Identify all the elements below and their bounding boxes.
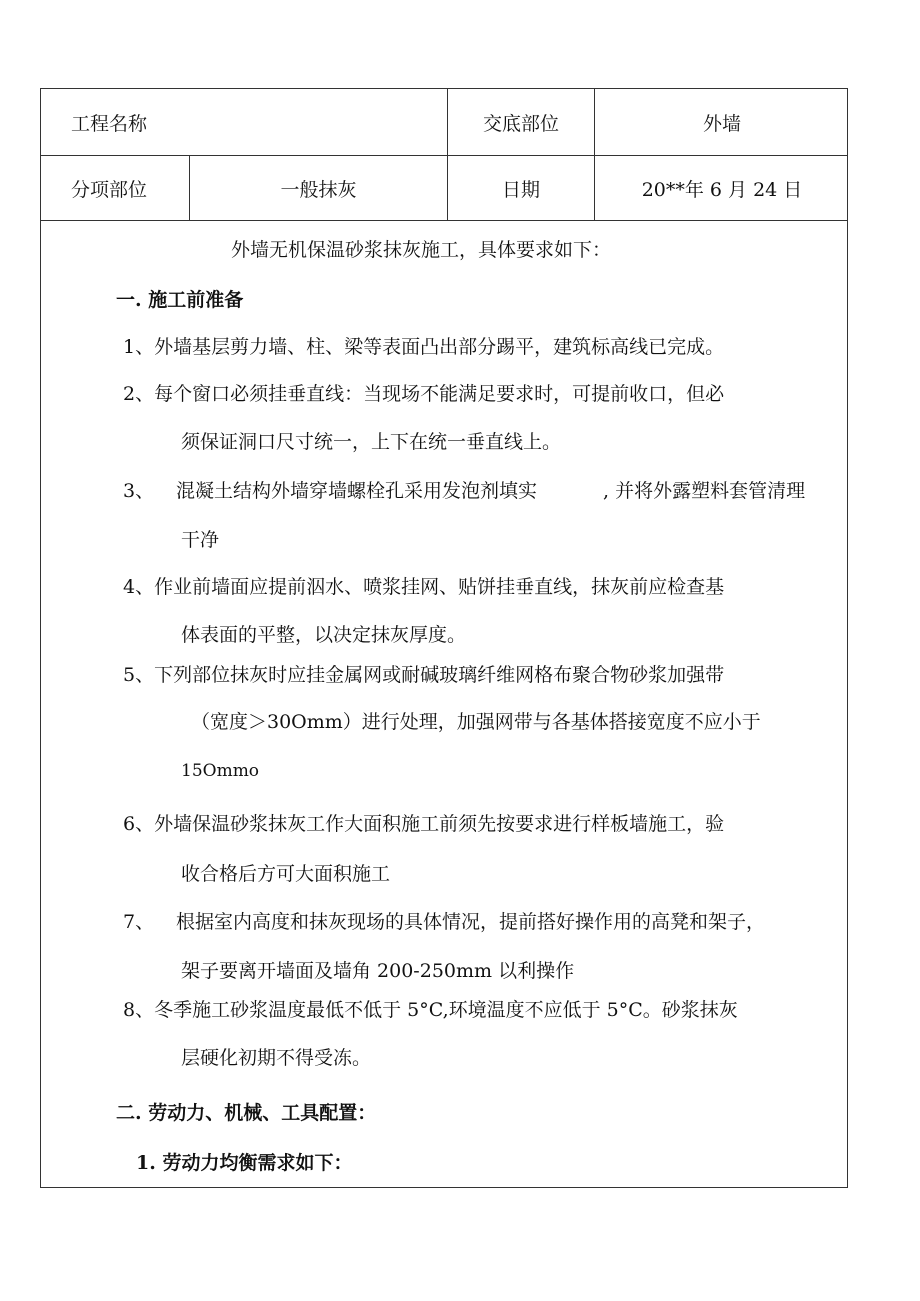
section-2-title: 二. 劳动力、机械、工具配置： bbox=[116, 1102, 377, 1124]
sub-item-value: 一般抹灰 bbox=[280, 178, 357, 201]
sub-item-label-cell bbox=[41, 156, 189, 220]
item-4-line-1: 4、作业前墙面应提前泅水、喷浆挂网、贴饼挂垂直线，抹灰前应检查基 bbox=[123, 576, 725, 598]
item-4-line-2: 体表面的平整，以决定抹灰厚度。 bbox=[181, 624, 467, 646]
sub-item-label: 分项部位 bbox=[71, 178, 148, 201]
item-5-line-2: （宽度＞30Omm）进行处理，加强网带与各基体搭接宽度不应小于 bbox=[191, 711, 761, 733]
disclosure-part-label-cell bbox=[447, 89, 594, 155]
item-7-number: 7、 bbox=[123, 911, 155, 933]
item-2-line-1: 2、每个窗口必须挂垂直线：当现场不能满足要求时，可提前收口，但必 bbox=[123, 383, 725, 405]
item-3-line-1: 混凝土结构外墙穿墙螺栓孔采用发泡剂填实 bbox=[176, 480, 538, 502]
date-value-cell bbox=[594, 156, 849, 220]
date-value: 20**年 6 月 24 日 bbox=[641, 178, 803, 201]
item-6-line-2: 收合格后方可大面积施工 bbox=[181, 863, 391, 885]
item-6-line-1: 6、外墙保温砂浆抹灰工作大面积施工前须先按要求进行样板墙施工，验 bbox=[123, 813, 725, 835]
intro-text: 外墙无机保温砂浆抹灰施工，具体要求如下： bbox=[231, 239, 612, 261]
header-row-1 bbox=[41, 89, 847, 156]
item-7-line-1: 根据室内高度和抹灰现场的具体情况，提前搭好操作用的高凳和架子， bbox=[176, 911, 766, 933]
date-label-cell bbox=[447, 156, 594, 220]
disclosure-part-value-cell bbox=[594, 89, 849, 155]
item-7-line-2: 架子要离开墙面及墙角 200-250mm 以利操作 bbox=[181, 960, 575, 982]
header-row-2 bbox=[41, 156, 847, 221]
section-1-title: 一. 施工前准备 bbox=[116, 289, 244, 311]
item-2-line-2: 须保证洞口尺寸统一，上下在统一垂直线上。 bbox=[181, 431, 562, 453]
sub-item-value-cell bbox=[189, 156, 447, 220]
disclosure-form bbox=[40, 88, 848, 1188]
disclosure-part-value: 外墙 bbox=[702, 112, 741, 135]
item-1: 1、外墙基层剪力墙、柱、梁等表面凸出部分踢平，建筑标高线已完成。 bbox=[123, 336, 725, 358]
item-5-line-3: 15Ommo bbox=[181, 761, 260, 781]
project-name-label: 工程名称 bbox=[71, 112, 148, 135]
item-3-number: 3、 bbox=[123, 480, 155, 502]
item-3-line-1-cont: , 并将外露塑料套管清理 bbox=[603, 480, 806, 502]
item-3-line-2: 干净 bbox=[181, 529, 220, 551]
subsection-1-title: 1. 劳动力均衡需求如下： bbox=[136, 1152, 353, 1174]
item-8-line-1: 8、冬季施工砂浆温度最低不低于 5°C,环境温度不应低于 5°C。砂浆抹灰 bbox=[123, 999, 738, 1021]
item-8-line-2: 层硬化初期不得受冻。 bbox=[181, 1047, 372, 1069]
disclosure-part-label: 交底部位 bbox=[482, 112, 559, 135]
project-name-cell bbox=[41, 89, 447, 155]
date-label: 日期 bbox=[501, 178, 540, 201]
item-5-line-1: 5、下列部位抹灰时应挂金属网或耐碱玻璃纤维网格布聚合物砂浆加强带 bbox=[123, 664, 725, 686]
